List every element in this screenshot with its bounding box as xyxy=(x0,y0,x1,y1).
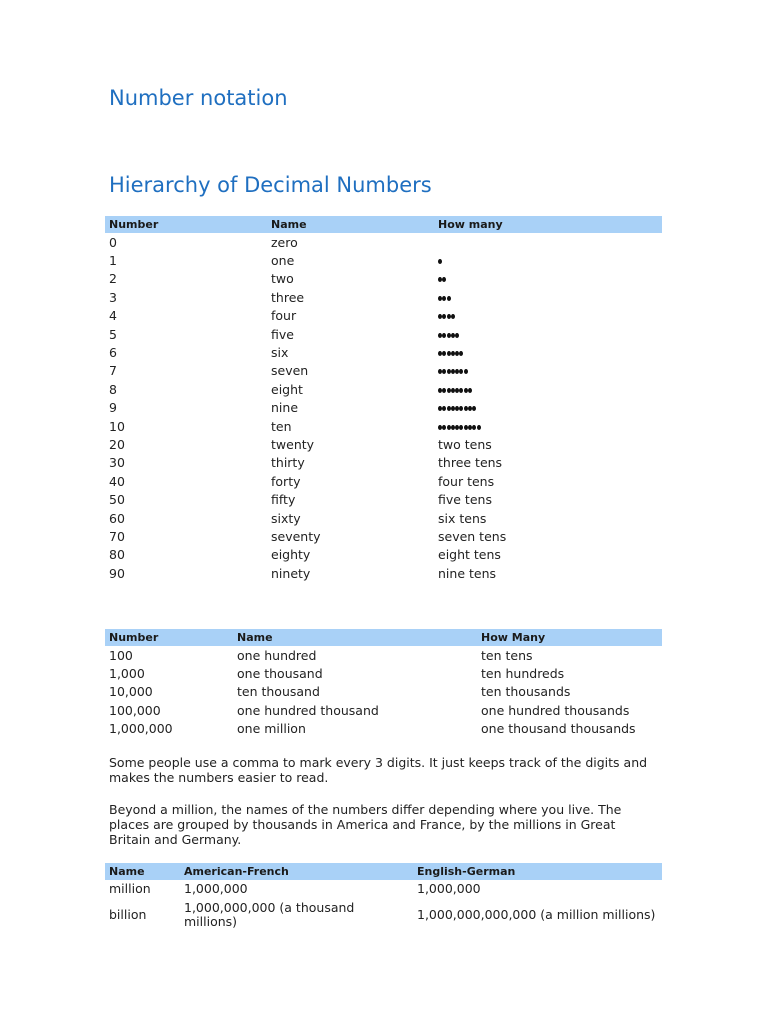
section-heading: Hierarchy of Decimal Numbers xyxy=(109,173,432,197)
how-many-cell xyxy=(434,325,662,343)
how-many-cell: one thousand thousands xyxy=(481,721,636,737)
dot-icon xyxy=(468,388,472,393)
how-many-cell xyxy=(434,288,662,306)
number-cell: 10 xyxy=(109,418,125,434)
table-row xyxy=(105,362,662,380)
name-cell: four xyxy=(271,308,297,324)
number-cell: 4 xyxy=(109,308,117,324)
number-cell: 6 xyxy=(109,345,117,361)
how-many-cell xyxy=(434,251,662,269)
column-header-name: Name xyxy=(267,216,434,233)
dot-icon xyxy=(442,425,446,430)
dot-icon xyxy=(447,296,451,301)
name-cell: one xyxy=(271,253,295,269)
table-row xyxy=(105,527,662,545)
dot-count-icon xyxy=(438,251,442,259)
name-cell: eighty xyxy=(271,547,311,563)
dot-count-icon xyxy=(438,380,472,388)
number-cell: 5 xyxy=(109,326,117,342)
dot-icon xyxy=(447,425,451,430)
dot-count-icon xyxy=(438,288,451,296)
page-title: Number notation xyxy=(109,86,288,110)
table-row xyxy=(105,880,662,898)
dot-icon xyxy=(447,314,451,319)
table-row xyxy=(105,288,662,306)
table-row xyxy=(105,664,662,682)
table-row xyxy=(105,343,662,361)
dot-icon xyxy=(447,351,451,356)
number-cell: 30 xyxy=(109,455,125,471)
name-cell: fifty xyxy=(271,492,296,508)
name-cell: one thousand xyxy=(237,666,323,682)
how-many-cell xyxy=(434,233,662,251)
dot-icon xyxy=(464,369,468,374)
dot-icon xyxy=(442,296,446,301)
table-header-row xyxy=(105,863,662,880)
dot-icon xyxy=(459,351,463,356)
number-cell: 100,000 xyxy=(109,702,161,718)
number-cell: 100 xyxy=(109,647,133,663)
table-row xyxy=(105,472,662,490)
how-many-cell: four tens xyxy=(438,473,495,489)
how-many-cell: seven tens xyxy=(438,528,507,544)
table-row xyxy=(105,435,662,453)
column-header-number: Number xyxy=(105,216,267,233)
dot-icon xyxy=(442,369,446,374)
how-many-cell: three tens xyxy=(438,455,503,471)
naming-paragraph: Beyond a million, the names of the numbers differ depending where you live. The places are grouped by thousands in America and France, by the millions in Great Britain and Germany. xyxy=(109,802,622,847)
number-cell: 3 xyxy=(109,289,117,305)
dot-count-icon xyxy=(438,269,447,277)
how-many-cell xyxy=(434,362,662,380)
naming-systems-table xyxy=(105,863,662,931)
name-cell: sixty xyxy=(271,510,301,526)
name-cell: one hundred thousand xyxy=(237,702,379,718)
number-cell: 20 xyxy=(109,436,125,452)
dot-count-icon xyxy=(438,325,459,333)
number-cell: 50 xyxy=(109,492,125,508)
table-row xyxy=(105,233,662,251)
american-french-cell: 1,000,000,000 (a thousand millions) xyxy=(184,899,355,929)
dot-count-icon xyxy=(438,417,481,425)
how-many-cell: nine tens xyxy=(438,565,497,581)
column-header-name: Name xyxy=(105,863,180,880)
table-header-row xyxy=(105,629,662,646)
dot-icon xyxy=(442,314,446,319)
name-cell: forty xyxy=(271,473,301,489)
dot-icon xyxy=(438,259,442,264)
table-row xyxy=(105,898,662,931)
number-cell: 1,000 xyxy=(109,666,145,682)
name-cell: five xyxy=(271,326,294,342)
table-row xyxy=(105,454,662,472)
column-header-number: Number xyxy=(105,629,233,646)
number-cell: 80 xyxy=(109,547,125,563)
dot-icon xyxy=(459,388,463,393)
name-cell: ninety xyxy=(271,565,311,581)
dot-icon xyxy=(459,369,463,374)
name-cell: zero xyxy=(271,234,298,250)
table-row xyxy=(105,399,662,417)
dot-count-icon xyxy=(438,398,477,406)
number-cell: 9 xyxy=(109,400,117,416)
dot-icon xyxy=(459,406,463,411)
number-cell: 90 xyxy=(109,565,125,581)
dot-count-icon xyxy=(438,361,468,369)
column-header-english-german: English-German xyxy=(413,863,662,880)
name-cell: ten xyxy=(271,418,292,434)
name-cell: million xyxy=(109,881,151,897)
number-cell: 10,000 xyxy=(109,684,153,700)
name-cell: seventy xyxy=(271,528,321,544)
column-header-how-many: How many xyxy=(434,216,662,233)
how-many-cell xyxy=(434,270,662,288)
name-cell: eight xyxy=(271,381,303,397)
number-cell: 40 xyxy=(109,473,125,489)
how-many-cell: ten tens xyxy=(481,647,533,663)
dot-icon xyxy=(451,314,455,319)
how-many-cell: ten thousands xyxy=(481,684,571,700)
how-many-cell xyxy=(434,417,662,435)
comma-paragraph: Some people use a comma to mark every 3 digits. It just keeps track of the digits and makes the numbers easier to read. xyxy=(109,755,648,785)
dot-icon xyxy=(442,351,446,356)
number-cell: 1 xyxy=(109,253,117,269)
name-cell: twenty xyxy=(271,436,315,452)
table-header-row xyxy=(105,216,662,233)
dot-count-icon xyxy=(438,306,455,314)
table-row xyxy=(105,417,662,435)
dot-icon xyxy=(447,333,451,338)
column-header-american-french: American-French xyxy=(180,863,413,880)
table-row xyxy=(105,251,662,269)
number-cell: 8 xyxy=(109,381,117,397)
table-row xyxy=(105,380,662,398)
number-cell: 70 xyxy=(109,528,125,544)
dot-icon xyxy=(442,388,446,393)
how-many-cell xyxy=(434,307,662,325)
name-cell: thirty xyxy=(271,455,305,471)
number-cell: 2 xyxy=(109,271,117,287)
dot-icon xyxy=(442,277,446,282)
dot-count-icon xyxy=(438,343,464,351)
name-cell: seven xyxy=(271,363,309,379)
how-many-cell: five tens xyxy=(438,492,492,508)
dot-icon xyxy=(442,333,446,338)
how-many-cell xyxy=(434,380,662,398)
english-german-cell: 1,000,000,000,000 (a million millions) xyxy=(417,906,656,922)
name-cell: billion xyxy=(109,906,147,922)
dot-icon xyxy=(447,369,451,374)
table-row xyxy=(105,701,662,719)
dot-icon xyxy=(472,406,476,411)
name-cell: ten thousand xyxy=(237,684,320,700)
dot-icon xyxy=(455,333,459,338)
how-many-cell xyxy=(434,343,662,361)
large-numbers-table xyxy=(105,629,662,738)
table-row xyxy=(105,720,662,738)
table-row xyxy=(105,546,662,564)
column-header-name: Name xyxy=(233,629,477,646)
name-cell: one million xyxy=(237,721,306,737)
how-many-cell: one hundred thousands xyxy=(481,702,630,718)
how-many-cell: eight tens xyxy=(438,547,501,563)
table-row xyxy=(105,683,662,701)
dot-icon xyxy=(459,425,463,430)
table-row xyxy=(105,307,662,325)
table-row xyxy=(105,490,662,508)
table-row xyxy=(105,646,662,664)
decimal-hierarchy-table xyxy=(105,216,662,582)
how-many-cell: ten hundreds xyxy=(481,666,565,682)
table-row xyxy=(105,509,662,527)
number-cell: 1,000,000 xyxy=(109,721,173,737)
number-cell: 0 xyxy=(109,234,117,250)
name-cell: two xyxy=(271,271,294,287)
name-cell: nine xyxy=(271,400,299,416)
how-many-cell xyxy=(434,399,662,417)
dot-icon xyxy=(447,388,451,393)
name-cell: three xyxy=(271,289,305,305)
number-cell: 7 xyxy=(109,363,117,379)
name-cell: one hundred xyxy=(237,647,317,663)
english-german-cell: 1,000,000 xyxy=(417,881,481,897)
american-french-cell: 1,000,000 xyxy=(184,881,248,897)
table-row xyxy=(105,270,662,288)
number-cell: 60 xyxy=(109,510,125,526)
how-many-cell: six tens xyxy=(438,510,487,526)
how-many-cell: two tens xyxy=(438,436,492,452)
name-cell: six xyxy=(271,345,289,361)
table-row xyxy=(105,564,662,582)
dot-icon xyxy=(447,406,451,411)
dot-icon xyxy=(477,425,481,430)
table-row xyxy=(105,325,662,343)
dot-icon xyxy=(442,406,446,411)
column-header-how-many: How Many xyxy=(477,629,662,646)
dot-icon xyxy=(472,425,476,430)
